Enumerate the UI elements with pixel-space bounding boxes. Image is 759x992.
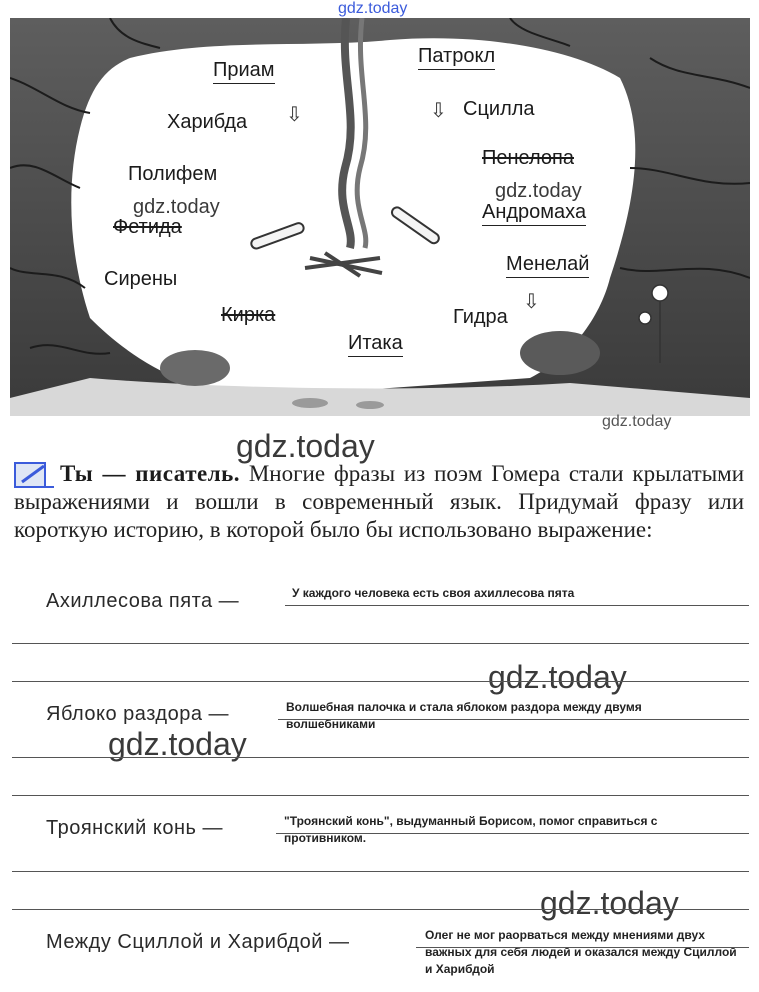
word-fetida: Фетида [113,216,182,238]
expression-label-stsilla-kharibda: Между Сциллой и Харибдой — [46,931,350,953]
cave-watermark: gdz.today [495,180,582,202]
arrow-down-icon: ⇩ [430,100,447,122]
watermark: gdz.today [488,659,627,695]
answer-line [12,681,749,682]
expression-label-yabloko: Яблоко раздора — [46,703,230,725]
word-penelopa: Пенелопа [482,147,574,169]
answer-line [278,719,749,720]
answer-yabloko: Волшебная палочка и стала яблоком раздора между двумя волшебниками [286,700,642,731]
answer-line [12,643,749,644]
word-kirka: Кирка [221,304,276,326]
watermark: gdz.today [108,726,247,762]
expression-label-akhilles: Ахиллесова пята — [46,590,240,612]
word-polifem: Полифем [128,163,218,185]
word-itaka: Итака [348,332,403,357]
word-andromakha: Андромаха [482,201,586,226]
word-menelai: Менелай [506,253,589,278]
answer-line [276,833,749,834]
answer-line [12,871,749,872]
answer-troyanskiy: "Троянский конь", выдуманный Борисом, помог справиться с противником. [284,814,658,845]
answer-line [12,795,749,796]
watermark: gdz.today [236,428,375,464]
word-stsilla: Сцилла [463,98,535,120]
cave-illustration [10,18,750,430]
header-watermark: gdz.today [338,0,408,17]
answer-line [285,605,749,606]
expression-label-troyanskiy: Троянский конь — [46,817,223,839]
answer-akhilles: У каждого человека есть своя ахиллесова пята [292,586,575,600]
answer-line [12,757,749,758]
task-paragraph [14,460,744,544]
word-patrokl: Патрокл [418,45,495,70]
cave-watermark: gdz.today [133,196,220,218]
answer-stsilla-kharibda: Олег не мог раорваться между мнениями двух важных для себя людей и оказался между Сциллой и Харибдой [425,928,737,976]
word-kharibda: Харибда [167,111,248,133]
word-gidra: Гидра [453,306,508,328]
answer-line [12,909,749,910]
word-priam: Приам [213,59,275,84]
task-title: Ты — писатель. [60,461,241,486]
word-sireny: Сирены [104,268,178,290]
watermark: gdz.today [540,885,679,921]
arrow-down-icon: ⇩ [286,104,303,126]
arrow-down-icon: ⇩ [523,291,540,313]
cave-watermark: gdz.today [602,413,672,430]
answer-line [416,947,749,948]
task-text: Многие фразы из поэм Гомера стали крылатыми выражениями и вошли в современный язык. Придумай фразу или короткую историю, в которой было бы использовано выражение: [14,461,745,542]
